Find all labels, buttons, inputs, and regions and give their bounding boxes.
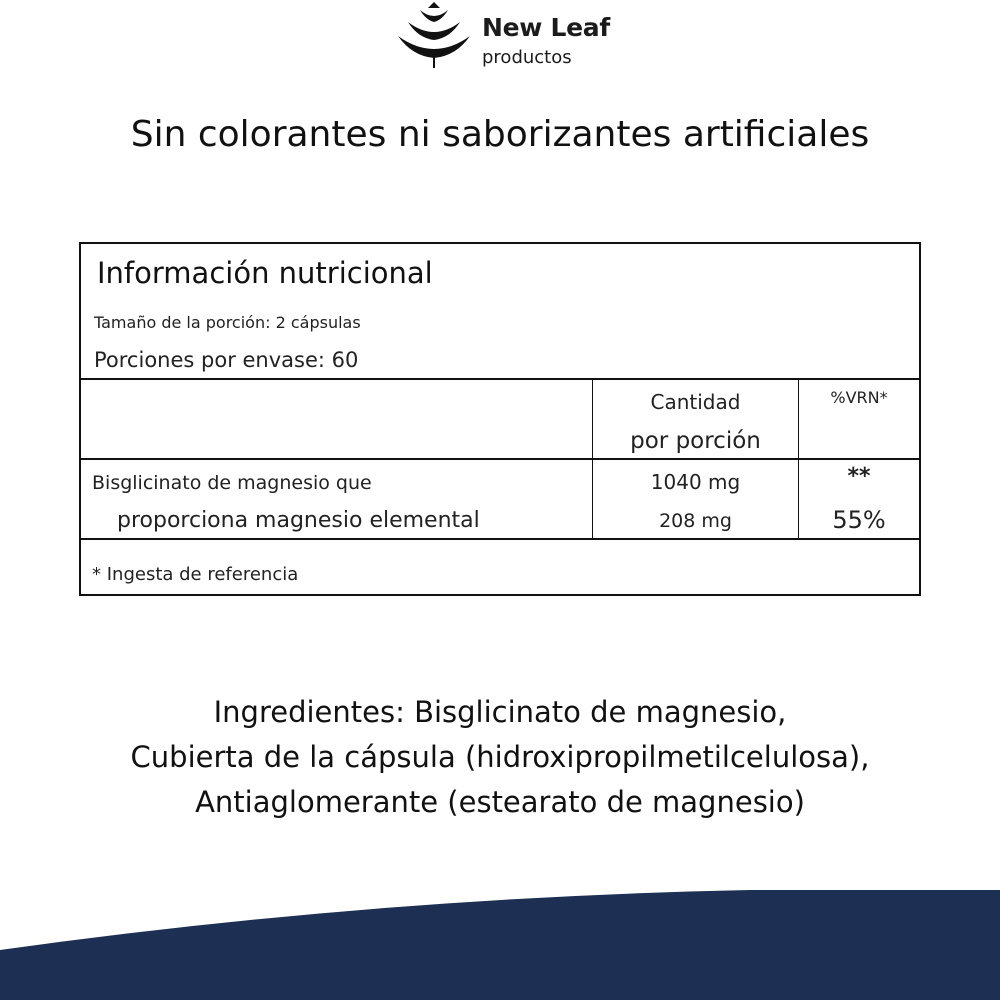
ingredients-line: Ingredientes: Bisglicinato de magnesio, <box>213 695 787 729</box>
nutrition-table <box>79 242 921 596</box>
nutrient-name: proporciona magnesio elemental <box>117 508 480 533</box>
ingredients-text <box>0 690 1000 825</box>
nutrient-amount: 1040 mg <box>650 470 741 494</box>
amount-header-line2: por porción <box>630 428 761 454</box>
nutrient-name: Bisglicinato de magnesio que <box>92 472 372 494</box>
brand-logo <box>398 0 628 78</box>
amount-header-line1: Cantidad <box>650 390 741 414</box>
servings-per-container: Porciones por envase: 60 <box>94 348 359 372</box>
headline: Sin colorantes ni saborizantes artificiales <box>130 114 870 155</box>
ingredients-line: Antiaglomerante (estearato de magnesio) <box>195 785 805 819</box>
nutrient-vrn: ** <box>847 464 871 489</box>
serving-size: Tamaño de la porción: 2 cápsulas <box>94 313 361 332</box>
brand-tagline: productos <box>482 47 572 68</box>
bottom-wave <box>0 890 1000 1000</box>
footnote: * Ingesta de referencia <box>92 564 299 585</box>
brand-name: New Leaf <box>482 13 610 42</box>
table-divider <box>81 538 919 540</box>
nutrient-vrn: 55% <box>832 506 886 534</box>
nutrition-title: Información nutricional <box>97 256 433 290</box>
nutrient-amount: 208 mg <box>659 510 732 532</box>
leaf-tree-icon <box>398 0 470 72</box>
table-divider <box>81 378 919 380</box>
vrn-header: %VRN* <box>830 388 888 407</box>
table-divider <box>81 458 919 460</box>
ingredients-line: Cubierta de la cápsula (hidroxipropilmetilcelulosa), <box>130 740 870 774</box>
